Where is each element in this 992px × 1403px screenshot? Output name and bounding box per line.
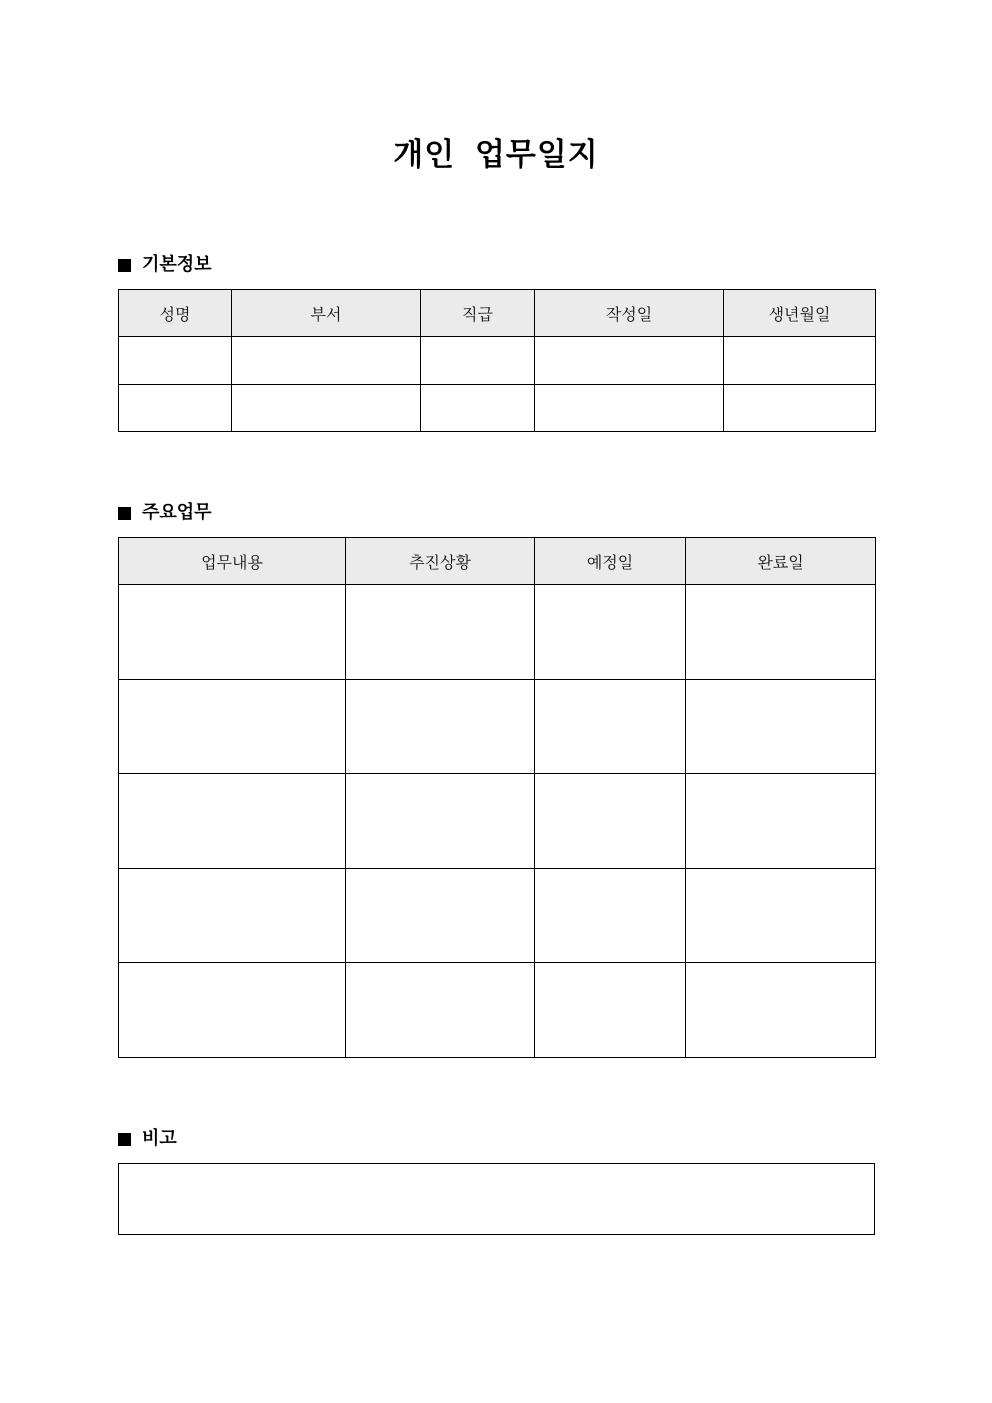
department-cell[interactable] — [232, 385, 421, 432]
task-content-cell[interactable] — [119, 869, 346, 963]
table-row — [119, 585, 876, 680]
column-header-task-content: 업무내용 — [119, 538, 346, 585]
position-cell[interactable] — [421, 337, 535, 385]
task-content-cell[interactable] — [119, 585, 346, 680]
birthdate-cell[interactable] — [724, 385, 876, 432]
progress-cell[interactable] — [346, 680, 535, 774]
task-content-cell[interactable] — [119, 963, 346, 1058]
progress-cell[interactable] — [346, 585, 535, 680]
document-title: 개인 업무일지 — [393, 137, 599, 173]
square-bullet-icon — [118, 1133, 131, 1146]
completion-date-cell[interactable] — [686, 680, 876, 774]
remarks-box[interactable] — [118, 1163, 875, 1235]
name-cell[interactable] — [119, 337, 232, 385]
progress-cell[interactable] — [346, 963, 535, 1058]
date-written-cell[interactable] — [535, 385, 724, 432]
date-written-cell[interactable] — [535, 337, 724, 385]
main-tasks-heading — [118, 501, 212, 525]
scheduled-date-cell[interactable] — [535, 585, 686, 680]
progress-cell[interactable] — [346, 774, 535, 869]
column-header-department: 부서 — [232, 290, 421, 337]
basic-info-header-row — [119, 290, 876, 337]
column-header-progress: 추진상황 — [346, 538, 535, 585]
scheduled-date-cell[interactable] — [535, 869, 686, 963]
remarks-heading — [118, 1127, 177, 1151]
basic-info-heading — [118, 253, 212, 277]
main-tasks-table — [118, 537, 876, 1058]
scheduled-date-cell[interactable] — [535, 774, 686, 869]
department-cell[interactable] — [232, 337, 421, 385]
completion-date-cell[interactable] — [686, 585, 876, 680]
birthdate-cell[interactable] — [724, 337, 876, 385]
basic-info-heading-label: 기본정보 — [142, 254, 212, 275]
square-bullet-icon — [118, 507, 131, 520]
scheduled-date-cell[interactable] — [535, 963, 686, 1058]
main-tasks-heading-label: 주요업무 — [142, 502, 212, 523]
table-row — [119, 774, 876, 869]
table-row — [119, 680, 876, 774]
completion-date-cell[interactable] — [686, 869, 876, 963]
completion-date-cell[interactable] — [686, 963, 876, 1058]
table-row — [119, 869, 876, 963]
basic-info-table — [118, 289, 876, 432]
remarks-heading-label: 비고 — [142, 1128, 177, 1149]
table-row — [119, 385, 876, 432]
table-row — [119, 337, 876, 385]
column-header-date-written: 작성일 — [535, 290, 724, 337]
column-header-name: 성명 — [119, 290, 232, 337]
task-content-cell[interactable] — [119, 774, 346, 869]
column-header-completion-date: 완료일 — [686, 538, 876, 585]
column-header-position: 직급 — [421, 290, 535, 337]
task-content-cell[interactable] — [119, 680, 346, 774]
completion-date-cell[interactable] — [686, 774, 876, 869]
position-cell[interactable] — [421, 385, 535, 432]
column-header-scheduled-date: 예정일 — [535, 538, 686, 585]
square-bullet-icon — [118, 259, 131, 272]
name-cell[interactable] — [119, 385, 232, 432]
progress-cell[interactable] — [346, 869, 535, 963]
table-row — [119, 963, 876, 1058]
scheduled-date-cell[interactable] — [535, 680, 686, 774]
main-tasks-header-row — [119, 538, 876, 585]
column-header-birthdate: 생년월일 — [724, 290, 876, 337]
